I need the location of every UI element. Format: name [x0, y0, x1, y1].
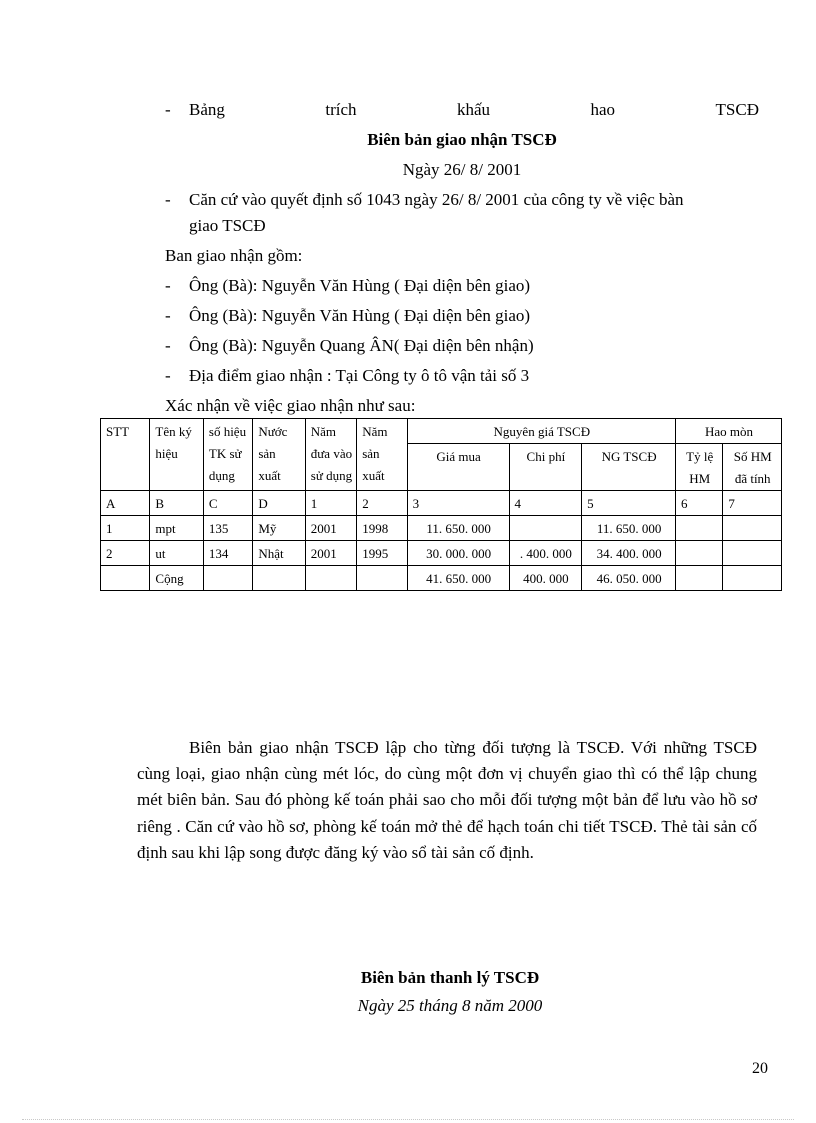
header-cell: Nước sản xuất [253, 419, 305, 491]
header-cell: Năm đưa vào sử dụng [305, 419, 356, 491]
cell-account [203, 566, 252, 591]
bullet-dash: - [165, 100, 171, 119]
header-cell: Giá mua [407, 444, 509, 491]
code-cell: B [150, 491, 203, 516]
code-row [101, 491, 782, 516]
code-cell: D [253, 491, 305, 516]
cell-stt: 2 [101, 541, 150, 566]
cell-purchase: 11. 650. 000 [407, 516, 509, 541]
cell-country: Nhật [253, 541, 305, 566]
bullet-dash: - [165, 336, 171, 355]
cell-year-made: 1995 [357, 541, 407, 566]
cell-original-value: 46. 050. 000 [582, 566, 676, 591]
cell-year-use: 2001 [305, 516, 356, 541]
bullet-dash: - [165, 366, 171, 385]
cell-year-made [357, 566, 407, 591]
cell-cost: . 400. 000 [509, 541, 582, 566]
bullet-dash: - [165, 306, 171, 325]
cell-country: Mỹ [253, 516, 305, 541]
word: Bảng [189, 100, 225, 119]
liquidation-title: Biên bản thanh lý TSCĐ [360, 968, 540, 987]
committee-label: Ban giao nhận gồm: [165, 246, 303, 265]
header-cell: Hao mòn [675, 419, 781, 444]
cell-depreciation [723, 541, 782, 566]
cell-name: ut [150, 541, 203, 566]
total-row [101, 566, 782, 591]
cell-original-value: 34. 400. 000 [582, 541, 676, 566]
cell-year-use [305, 566, 356, 591]
document-date: Ngày 26/ 8/ 2001 [402, 160, 522, 179]
location-line: Địa điểm giao nhận : Tại Công ty ô tô vận tải số 3 [189, 366, 530, 385]
header-cell: STT [101, 419, 150, 491]
cell-stt [101, 566, 150, 591]
header-cell: NG TSCĐ [582, 444, 676, 491]
code-cell: 3 [407, 491, 509, 516]
table-row [101, 541, 782, 566]
header-cell: Tỷ lệ HM [675, 444, 722, 491]
cell-depreciation [723, 566, 782, 591]
table-header-row [101, 419, 782, 444]
document-title: Biên bản giao nhận TSCĐ [367, 130, 557, 149]
basis-line-1: Căn cứ vào quyết định số 1043 ngày 26/ 8/ 2001 của công ty về việc bàn [189, 190, 684, 209]
header-cell: Chi phí [509, 444, 582, 491]
cell-account: 134 [203, 541, 252, 566]
code-cell: 5 [582, 491, 676, 516]
cell-cost: 400. 000 [509, 566, 582, 591]
cell-rate [675, 566, 722, 591]
code-cell: C [203, 491, 252, 516]
member-line: Ông (Bà): Nguyễn Văn Hùng ( Đại diện bên giao) [189, 276, 531, 295]
cell-original-value: 11. 650. 000 [582, 516, 676, 541]
cell-rate [675, 516, 722, 541]
cell-country [253, 566, 305, 591]
header-cell: số hiệu TK sử dụng [203, 419, 252, 491]
code-cell: 2 [357, 491, 407, 516]
page-number: 20 [752, 1060, 768, 1077]
cell-rate [675, 541, 722, 566]
table-row [101, 516, 782, 541]
code-cell: 7 [723, 491, 782, 516]
word: trích [325, 100, 357, 119]
cell-name: Cộng [150, 566, 203, 591]
header-cell: Tên ký hiệu [150, 419, 203, 491]
code-cell: 1 [305, 491, 356, 516]
cell-purchase: 41. 650. 000 [407, 566, 509, 591]
word: TSCĐ [715, 100, 759, 119]
confirm-label: Xác nhận về việc giao nhận như sau: [165, 396, 416, 415]
code-cell: 6 [675, 491, 722, 516]
cell-purchase: 30. 000. 000 [407, 541, 509, 566]
cell-account: 135 [203, 516, 252, 541]
extract-line [189, 100, 759, 120]
asset-handover-table [100, 418, 782, 591]
member-line: Ông (Bà): Nguyễn Văn Hùng ( Đại diện bên giao) [189, 306, 531, 325]
cell-depreciation [723, 516, 782, 541]
body-paragraph: Biên bản giao nhận TSCĐ lập cho từng đối tượng là TSCĐ. Với những TSCĐ cùng loại, giao nhận cùng mét lóc, do cùng một đơn vị chuyển giao thì có thể lập chung mét biên bản. Sau đó phòng kế toán phải sao cho mỗi đối tượng một bản để lưu vào hồ sơ riêng . Căn cứ vào hồ sơ, phòng kế toán mở thẻ để hạch toán chi tiết TSCĐ. Thẻ tài sản cố định sau khi lập song được đăng ký vào sổ tài sản cố định. [137, 738, 757, 862]
code-cell: 4 [509, 491, 582, 516]
code-cell: A [101, 491, 150, 516]
cell-year-made: 1998 [357, 516, 407, 541]
cell-stt: 1 [101, 516, 150, 541]
footer-divider [22, 1119, 794, 1120]
header-cell: Năm sản xuất [357, 419, 407, 491]
cell-name: mpt [150, 516, 203, 541]
cell-year-use: 2001 [305, 541, 356, 566]
bullet-dash: - [165, 190, 171, 209]
bullet-dash: - [165, 276, 171, 295]
member-line: Ông (Bà): Nguyễn Quang ÂN( Đại diện bên nhận) [189, 336, 534, 355]
cell-cost [509, 516, 582, 541]
word: khấu [456, 100, 491, 119]
basis-line-2: giao TSCĐ [189, 216, 266, 235]
header-cell: Nguyên giá TSCĐ [407, 419, 675, 444]
liquidation-date: Ngày 25 tháng 8 năm 2000 [357, 996, 543, 1015]
word: hao [590, 100, 616, 119]
header-cell: Số HM đã tính [723, 444, 782, 491]
